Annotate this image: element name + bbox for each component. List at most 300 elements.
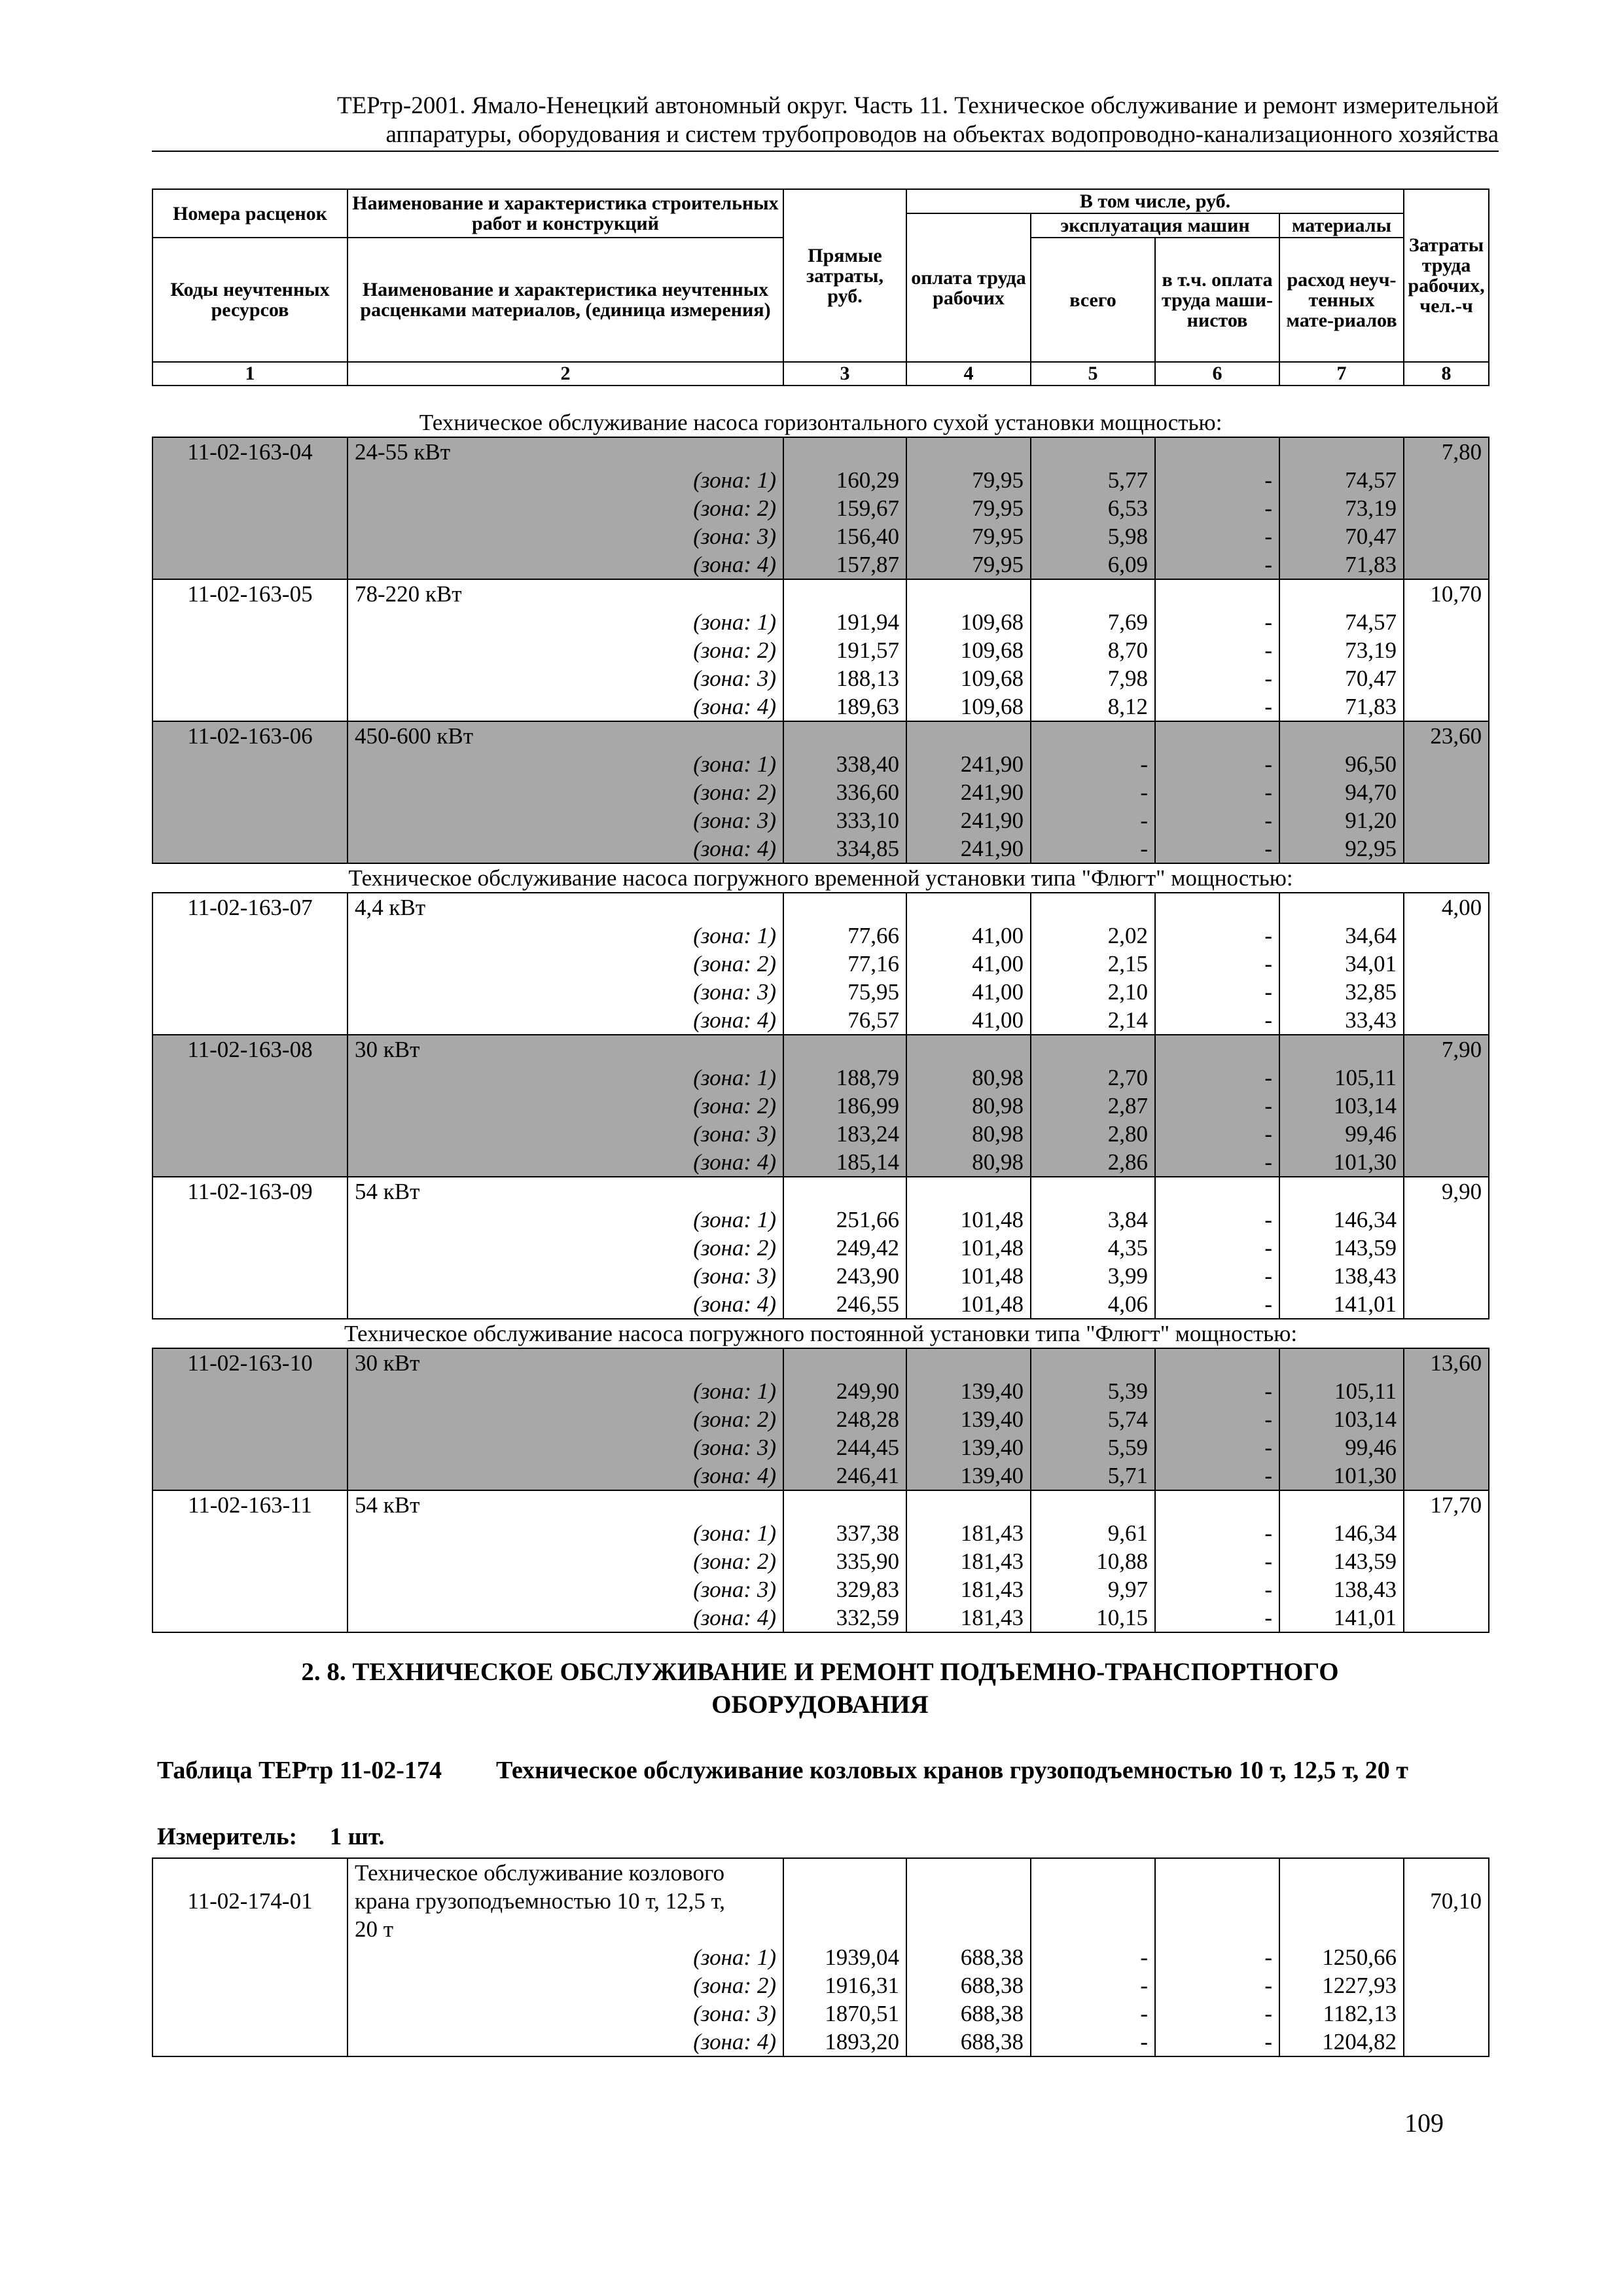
zone-label: (зона: 2): [348, 494, 783, 522]
labor-pay: 688,38: [906, 1943, 1031, 1971]
empty-cell: [152, 1234, 348, 1262]
zone-label: (зона: 2): [348, 636, 783, 664]
empty-cell: [1404, 1234, 1489, 1262]
rate-name: 4,4 кВт: [348, 893, 783, 922]
empty-cell: [1404, 1377, 1489, 1405]
machines-total: 9,61: [1031, 1519, 1155, 1547]
table-title: Техническое обслуживание козловых кранов грузоподъемностью 10 т, 12,5 т, 20 т: [496, 1757, 1408, 1784]
empty-cell: [1155, 1348, 1279, 1377]
zone-row: [152, 1377, 1489, 1405]
labor-pay: 41,00: [906, 950, 1031, 978]
zone-label: (зона: 3): [348, 1575, 783, 1604]
labor-hours: 7,90: [1404, 1035, 1489, 1064]
direct-costs: 329,83: [783, 1575, 906, 1604]
machine-labor: -: [1155, 1604, 1279, 1632]
zone-row: [152, 1405, 1489, 1433]
empty-cell: [1404, 494, 1489, 522]
empty-cell: [152, 1547, 348, 1575]
direct-costs: 251,66: [783, 1206, 906, 1234]
empty-cell: [1404, 1148, 1489, 1177]
machines-total: 9,97: [1031, 1575, 1155, 1604]
zone-label: (зона: 1): [348, 608, 783, 636]
col-header-rates: Номера расценок: [152, 189, 348, 238]
empty-cell: [152, 806, 348, 834]
zone-row: [152, 466, 1489, 494]
zone-row: [152, 1433, 1489, 1462]
machine-labor: -: [1155, 466, 1279, 494]
labor-pay: 181,43: [906, 1547, 1031, 1575]
labor-pay: 139,40: [906, 1377, 1031, 1405]
machines-total: 2,02: [1031, 922, 1155, 950]
zone-row: [152, 636, 1489, 664]
empty-cell: [152, 664, 348, 692]
direct-costs: 246,41: [783, 1462, 906, 1490]
zone-label: (зона: 3): [348, 2000, 783, 2028]
labor-pay: 241,90: [906, 778, 1031, 806]
rate-code: 11-02-163-05: [152, 579, 348, 608]
empty-cell: [1279, 1177, 1404, 1206]
labor-pay: 241,90: [906, 806, 1031, 834]
rate-code: 11-02-163-07: [152, 893, 348, 922]
zone-row: [152, 2028, 1489, 2056]
direct-costs: 248,28: [783, 1405, 906, 1433]
direct-costs: 160,29: [783, 466, 906, 494]
machine-labor: -: [1155, 1148, 1279, 1177]
column-number: 2: [348, 362, 783, 386]
zone-row: [152, 494, 1489, 522]
materials-expense: 105,11: [1279, 1064, 1404, 1092]
direct-costs: 337,38: [783, 1519, 906, 1547]
zone-label: (зона: 4): [348, 2028, 783, 2056]
rate-header-row: [152, 437, 1489, 466]
zone-row: [152, 1120, 1489, 1148]
labor-pay: 79,95: [906, 494, 1031, 522]
labor-hours: 70,10: [1404, 1858, 1489, 1943]
machine-labor: -: [1155, 636, 1279, 664]
rate-name: 450-600 кВт: [348, 721, 783, 750]
col-header-machines-total: всего: [1031, 238, 1155, 362]
empty-cell: [1155, 1177, 1279, 1206]
empty-cell: [906, 579, 1031, 608]
rate-code: 11-02-163-11: [152, 1490, 348, 1519]
materials-expense: 138,43: [1279, 1575, 1404, 1604]
labor-pay: 80,98: [906, 1064, 1031, 1092]
labor-pay: 688,38: [906, 1971, 1031, 2000]
labor-pay: 109,68: [906, 692, 1031, 721]
rate-code: 11-02-163-04: [152, 437, 348, 466]
direct-costs: 249,90: [783, 1377, 906, 1405]
empty-cell: [1404, 1006, 1489, 1035]
machines-total: 7,98: [1031, 664, 1155, 692]
column-number: 8: [1404, 362, 1489, 386]
zone-row: [152, 1006, 1489, 1035]
empty-cell: [152, 692, 348, 721]
empty-cell: [1155, 893, 1279, 922]
section-title-row: [152, 863, 1489, 893]
empty-cell: [152, 466, 348, 494]
empty-cell: [152, 950, 348, 978]
materials-expense: 33,43: [1279, 1006, 1404, 1035]
chapter-title-line-2: ОБОРУДОВАНИЯ: [711, 1691, 929, 1719]
machine-labor: -: [1155, 978, 1279, 1006]
empty-cell: [152, 550, 348, 579]
rate-code: 11-02-174-01: [152, 1858, 348, 1943]
empty-cell: [152, 1405, 348, 1433]
machines-total: -: [1031, 2000, 1155, 2028]
column-number: 5: [1031, 362, 1155, 386]
direct-costs: 335,90: [783, 1547, 906, 1575]
table-header: [152, 188, 1489, 386]
empty-cell: [1404, 636, 1489, 664]
rate-header-row: [152, 1177, 1489, 1206]
machine-labor: -: [1155, 1971, 1279, 2000]
empty-cell: [152, 1519, 348, 1547]
zone-row: [152, 1971, 1489, 2000]
direct-costs: 157,87: [783, 550, 906, 579]
direct-costs: 77,16: [783, 950, 906, 978]
machine-labor: -: [1155, 522, 1279, 550]
empty-cell: [1279, 721, 1404, 750]
col-header-including: В том числе, руб.: [906, 189, 1404, 213]
empty-cell: [1404, 806, 1489, 834]
machine-labor: -: [1155, 1462, 1279, 1490]
zone-row: [152, 2000, 1489, 2028]
rate-code: 11-02-163-06: [152, 721, 348, 750]
zone-row: [152, 1148, 1489, 1177]
empty-cell: [1155, 437, 1279, 466]
machines-total: 10,88: [1031, 1547, 1155, 1575]
labor-pay: 101,48: [906, 1262, 1031, 1290]
materials-expense: 73,19: [1279, 636, 1404, 664]
rate-header-row: [152, 893, 1489, 922]
materials-expense: 1250,66: [1279, 1943, 1404, 1971]
empty-cell: [906, 1348, 1031, 1377]
machines-total: 4,06: [1031, 1290, 1155, 1319]
empty-cell: [152, 2000, 348, 2028]
materials-expense: 70,47: [1279, 522, 1404, 550]
zone-label: (зона: 4): [348, 1006, 783, 1035]
labor-pay: 181,43: [906, 1575, 1031, 1604]
rate-name: 54 кВт: [348, 1490, 783, 1519]
materials-expense: 74,57: [1279, 608, 1404, 636]
empty-cell: [1031, 1035, 1155, 1064]
empty-cell: [1155, 721, 1279, 750]
section-title: Техническое обслуживание насоса погружного временной установки типа "Флюгт" мощностью:: [152, 863, 1489, 893]
column-number: 7: [1279, 362, 1404, 386]
machine-labor: -: [1155, 1262, 1279, 1290]
empty-cell: [783, 1348, 906, 1377]
zone-row: [152, 1290, 1489, 1319]
materials-expense: 103,14: [1279, 1092, 1404, 1120]
rate-name: 24-55 кВт: [348, 437, 783, 466]
materials-expense: 74,57: [1279, 466, 1404, 494]
materials-expense: 99,46: [1279, 1433, 1404, 1462]
labor-pay: 139,40: [906, 1433, 1031, 1462]
empty-cell: [152, 778, 348, 806]
empty-cell: [906, 1490, 1031, 1519]
labor-pay: 80,98: [906, 1148, 1031, 1177]
labor-hours: 23,60: [1404, 721, 1489, 750]
labor-pay: 80,98: [906, 1092, 1031, 1120]
materials-expense: 1204,82: [1279, 2028, 1404, 2056]
column-numbers: [152, 362, 1489, 386]
rate-name: [348, 1858, 783, 1943]
materials-expense: 146,34: [1279, 1206, 1404, 1234]
measure-value: 1 шт.: [329, 1823, 385, 1850]
machines-total: -: [1031, 778, 1155, 806]
zone-label: (зона: 2): [348, 1405, 783, 1433]
machines-total: 3,84: [1031, 1206, 1155, 1234]
empty-cell: [152, 922, 348, 950]
col-header-machine-labor: в т.ч. оплата труда маши-нистов: [1155, 238, 1279, 362]
machine-labor: -: [1155, 1234, 1279, 1262]
zone-label: (зона: 3): [348, 664, 783, 692]
empty-cell: [783, 893, 906, 922]
machine-labor: -: [1155, 1290, 1279, 1319]
empty-cell: [1404, 1120, 1489, 1148]
direct-costs: 76,57: [783, 1006, 906, 1035]
labor-pay: 79,95: [906, 550, 1031, 579]
section-title-row: [152, 408, 1489, 437]
empty-cell: [1404, 978, 1489, 1006]
empty-cell: [1031, 1490, 1155, 1519]
zone-label: (зона: 4): [348, 834, 783, 863]
column-number: 4: [906, 362, 1031, 386]
zone-row: [152, 1519, 1489, 1547]
empty-cell: [906, 721, 1031, 750]
zone-row: [152, 978, 1489, 1006]
section-title: Техническое обслуживание насоса горизонтального сухой установки мощностью:: [152, 408, 1489, 437]
direct-costs: 188,79: [783, 1064, 906, 1092]
zone-label: (зона: 2): [348, 1234, 783, 1262]
zone-row: [152, 1064, 1489, 1092]
direct-costs: 191,57: [783, 636, 906, 664]
empty-cell: [152, 1092, 348, 1120]
direct-costs: 75,95: [783, 978, 906, 1006]
materials-expense: 32,85: [1279, 978, 1404, 1006]
rate-name: 78-220 кВт: [348, 579, 783, 608]
empty-cell: [1404, 1405, 1489, 1433]
direct-costs: 1939,04: [783, 1943, 906, 1971]
col-header-machines: эксплуатация машин: [1031, 213, 1279, 238]
running-header: [152, 92, 1499, 152]
direct-costs: 244,45: [783, 1433, 906, 1462]
machines-total: 10,15: [1031, 1604, 1155, 1632]
zone-row: [152, 1575, 1489, 1604]
zone-row: [152, 1943, 1489, 1971]
direct-costs: 159,67: [783, 494, 906, 522]
materials-expense: 138,43: [1279, 1262, 1404, 1290]
labor-pay: 181,43: [906, 1519, 1031, 1547]
empty-cell: [1279, 1348, 1404, 1377]
labor-pay: 41,00: [906, 922, 1031, 950]
empty-cell: [152, 1943, 348, 1971]
empty-cell: [1404, 550, 1489, 579]
col-header-materials-expense: расход неуч-тенных мате-риалов: [1279, 238, 1404, 362]
zone-label: (зона: 1): [348, 750, 783, 778]
rate-code: 11-02-163-09: [152, 1177, 348, 1206]
materials-expense: 71,83: [1279, 692, 1404, 721]
zone-label: (зона: 1): [348, 1943, 783, 1971]
rate-code: 11-02-163-10: [152, 1348, 348, 1377]
empty-cell: [1404, 922, 1489, 950]
machine-labor: -: [1155, 750, 1279, 778]
materials-expense: 101,30: [1279, 1462, 1404, 1490]
empty-cell: [1031, 721, 1155, 750]
zone-label: (зона: 2): [348, 950, 783, 978]
col-header-work-name: Наименование и характеристика строительных работ и конструкций: [348, 189, 783, 238]
machines-total: 8,70: [1031, 636, 1155, 664]
zone-row: [152, 664, 1489, 692]
materials-expense: 143,59: [1279, 1547, 1404, 1575]
zone-row: [152, 750, 1489, 778]
empty-cell: [152, 1148, 348, 1177]
empty-cell: [1404, 1064, 1489, 1092]
zone-row: [152, 1547, 1489, 1575]
empty-cell: [1404, 778, 1489, 806]
zone-label: (зона: 3): [348, 806, 783, 834]
empty-cell: [783, 579, 906, 608]
machines-total: -: [1031, 2028, 1155, 2056]
zone-label: (зона: 3): [348, 1433, 783, 1462]
materials-expense: 70,47: [1279, 664, 1404, 692]
column-number: 6: [1155, 362, 1279, 386]
machine-labor: -: [1155, 550, 1279, 579]
empty-cell: [783, 1858, 906, 1943]
machine-labor: -: [1155, 494, 1279, 522]
empty-cell: [1404, 466, 1489, 494]
empty-cell: [152, 1206, 348, 1234]
empty-cell: [1404, 1092, 1489, 1120]
rate-name: 30 кВт: [348, 1035, 783, 1064]
zone-row: [152, 950, 1489, 978]
empty-cell: [906, 1858, 1031, 1943]
machine-labor: -: [1155, 1006, 1279, 1035]
direct-costs: 1870,51: [783, 2000, 906, 2028]
zone-label: (зона: 2): [348, 1547, 783, 1575]
machines-total: -: [1031, 834, 1155, 863]
direct-costs: 191,94: [783, 608, 906, 636]
labor-pay: 109,68: [906, 636, 1031, 664]
zone-row: [152, 550, 1489, 579]
empty-cell: [1404, 834, 1489, 863]
empty-cell: [152, 1262, 348, 1290]
zone-label: (зона: 2): [348, 778, 783, 806]
materials-expense: 96,50: [1279, 750, 1404, 778]
machines-total: 5,98: [1031, 522, 1155, 550]
empty-cell: [1404, 1575, 1489, 1604]
labor-pay: 688,38: [906, 2028, 1031, 2056]
labor-hours: 10,70: [1404, 579, 1489, 608]
empty-cell: [152, 750, 348, 778]
materials-expense: 34,64: [1279, 922, 1404, 950]
empty-cell: [152, 1971, 348, 2000]
machine-labor: -: [1155, 1519, 1279, 1547]
materials-expense: 105,11: [1279, 1377, 1404, 1405]
zone-label: (зона: 1): [348, 466, 783, 494]
machine-labor: -: [1155, 1092, 1279, 1120]
labor-pay: 101,48: [906, 1234, 1031, 1262]
machine-labor: -: [1155, 834, 1279, 863]
labor-pay: 139,40: [906, 1405, 1031, 1433]
machine-labor: -: [1155, 778, 1279, 806]
rate-header-row: [152, 579, 1489, 608]
machine-labor: -: [1155, 1120, 1279, 1148]
machine-labor: -: [1155, 692, 1279, 721]
empty-cell: [152, 1064, 348, 1092]
machines-total: 2,10: [1031, 978, 1155, 1006]
machines-total: 2,86: [1031, 1148, 1155, 1177]
materials-expense: 1182,13: [1279, 2000, 1404, 2028]
empty-cell: [783, 1035, 906, 1064]
empty-cell: [152, 1006, 348, 1035]
materials-expense: 91,20: [1279, 806, 1404, 834]
materials-expense: 94,70: [1279, 778, 1404, 806]
rate-header-row: [152, 1490, 1489, 1519]
labor-pay: 688,38: [906, 2000, 1031, 2028]
empty-cell: [152, 1433, 348, 1462]
zone-row: [152, 778, 1489, 806]
empty-cell: [1031, 437, 1155, 466]
empty-cell: [1031, 1858, 1155, 1943]
zone-label: (зона: 3): [348, 522, 783, 550]
table-label: Таблица ТЕРтр 11-02-174: [157, 1757, 442, 1784]
empty-cell: [152, 1377, 348, 1405]
empty-cell: [152, 1604, 348, 1632]
zone-label: (зона: 1): [348, 1206, 783, 1234]
empty-cell: [1155, 1858, 1279, 1943]
empty-cell: [152, 1290, 348, 1319]
machine-labor: -: [1155, 806, 1279, 834]
zone-label: (зона: 2): [348, 1971, 783, 2000]
empty-cell: [1031, 1177, 1155, 1206]
labor-pay: 41,00: [906, 1006, 1031, 1035]
materials-expense: 73,19: [1279, 494, 1404, 522]
machines-total: 5,71: [1031, 1462, 1155, 1490]
empty-cell: [1279, 1035, 1404, 1064]
zone-row: [152, 522, 1489, 550]
zone-row: [152, 1462, 1489, 1490]
empty-cell: [1404, 608, 1489, 636]
col-header-labor-pay: оплата труда рабочих: [906, 213, 1031, 362]
labor-pay: 41,00: [906, 978, 1031, 1006]
machine-labor: -: [1155, 608, 1279, 636]
machine-labor: -: [1155, 1547, 1279, 1575]
empty-cell: [1404, 1604, 1489, 1632]
rate-header-row: [152, 1035, 1489, 1064]
empty-cell: [1404, 1971, 1489, 2000]
chapter-title-line-1: 2. 8. ТЕХНИЧЕСКОЕ ОБСЛУЖИВАНИЕ И РЕМОНТ ПОДЪЕМНО-ТРАНСПОРТНОГО: [301, 1658, 1339, 1686]
empty-cell: [1155, 1035, 1279, 1064]
col-header-material-name: Наименование и характеристика неучтенных расценками материалов, (единица измерения): [348, 238, 783, 362]
empty-cell: [152, 494, 348, 522]
direct-costs: 185,14: [783, 1148, 906, 1177]
machine-labor: -: [1155, 1575, 1279, 1604]
machines-total: 4,35: [1031, 1234, 1155, 1262]
direct-costs: 1893,20: [783, 2028, 906, 2056]
labor-pay: 109,68: [906, 664, 1031, 692]
rates-table: [152, 408, 1489, 1633]
materials-expense: 34,01: [1279, 950, 1404, 978]
machines-total: -: [1031, 750, 1155, 778]
measure-label: Измеритель:: [157, 1823, 297, 1850]
empty-cell: [1155, 579, 1279, 608]
empty-cell: [1031, 893, 1155, 922]
machine-labor: -: [1155, 2028, 1279, 2056]
empty-cell: [1031, 579, 1155, 608]
empty-cell: [1404, 1462, 1489, 1490]
zone-label: (зона: 1): [348, 922, 783, 950]
